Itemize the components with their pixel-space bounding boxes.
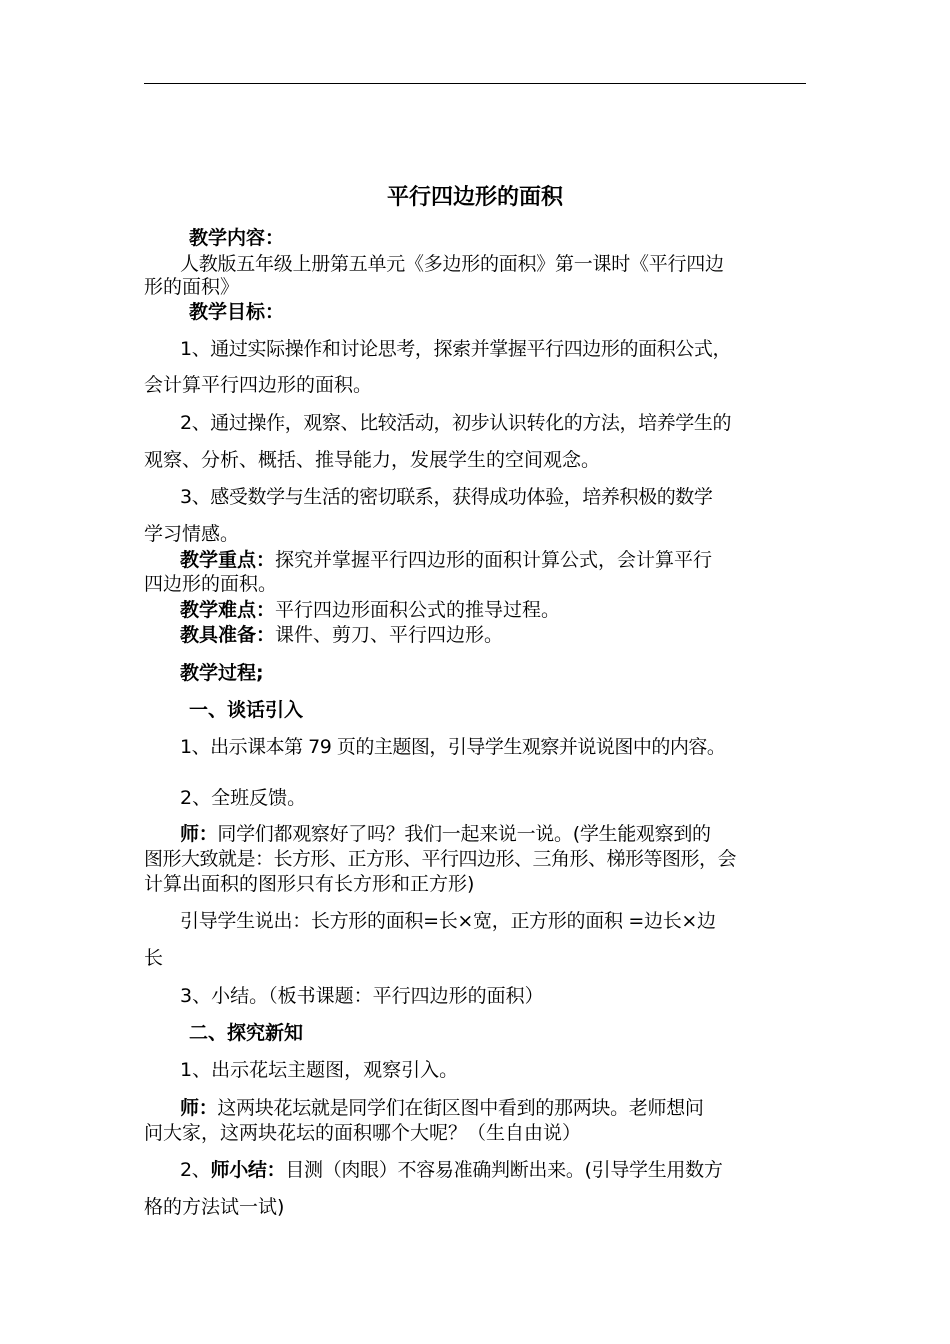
teacher-paragraph-1-cont-2: 计算出面积的图形只有长方形和正方形) <box>144 873 475 895</box>
teacher-paragraph-1 <box>180 822 711 846</box>
content-heading: 教学内容： <box>189 227 285 249</box>
section-2-item-2 <box>180 1158 723 1182</box>
objective-1: 1、通过实际操作和讨论思考，探索并掌握平行四边形的面积公式， <box>180 338 732 360</box>
objective-2-cont: 观察、分析、概括、推导能力，发展学生的空间观念。 <box>144 449 601 471</box>
objective-3: 3、感受数学与生活的密切联系，获得成功体验，培养积极的数学 <box>180 486 713 508</box>
focus-text: 探究并掌握平行四边形的面积计算公式，会计算平行 <box>275 549 713 571</box>
tools-text: 课件、剪刀、平行四边形。 <box>275 624 504 646</box>
guide-paragraph: 引导学生说出：长方形的面积=长×宽，正方形的面积 =边长×边 <box>180 910 716 932</box>
teacher-label: 师： <box>180 1097 218 1119</box>
section-1-heading: 一、谈话引入 <box>189 699 304 721</box>
difficulty-label: 教学难点： <box>180 599 276 621</box>
objective-3-cont: 学习情感。 <box>144 523 240 545</box>
section-1-item-2: 2、全班反馈。 <box>180 787 307 809</box>
section-1-item-3: 3、小结。（板书课题：平行四边形的面积） <box>180 985 544 1007</box>
header-rule <box>144 83 806 84</box>
item-number: 2、 <box>180 1159 211 1181</box>
section-1-item-1: 1、出示课本第 79 页的主题图，引导学生观察并说说图中的内容。 <box>180 736 726 758</box>
objective-2: 2、通过操作，观察、比较活动，初步认识转化的方法，培养学生的 <box>180 412 732 434</box>
teaching-focus <box>180 548 712 572</box>
teacher-paragraph-1-cont: 图形大致就是：长方形、正方形、平行四边形、三角形、梯形等图形，会 <box>144 848 737 870</box>
teacher-paragraph-2 <box>180 1096 704 1120</box>
teaching-tools <box>180 623 503 647</box>
content-text: 人教版五年级上册第五单元《多边形的面积》第一课时《平行四边 <box>180 253 724 275</box>
objectives-heading: 教学目标： <box>189 301 285 323</box>
teaching-difficulty <box>180 598 560 622</box>
page-title: 平行四边形的面积 <box>386 185 563 210</box>
difficulty-text: 平行四边形面积公式的推导过程。 <box>275 599 561 621</box>
section-2-item-1: 1、出示花坛主题图，观察引入。 <box>180 1059 459 1081</box>
focus-label: 教学重点： <box>180 549 276 571</box>
objective-1-cont: 会计算平行四边形的面积。 <box>144 374 373 396</box>
teaching-focus-cont: 四边形的面积。 <box>144 573 278 595</box>
content-text-cont: 形的面积》 <box>144 276 240 298</box>
guide-paragraph-cont: 长 <box>144 947 164 969</box>
section-2-item-2-cont: 格的方法试一试) <box>144 1196 285 1218</box>
teacher-text: 这两块花坛就是同学们在街区图中看到的那两块。老师想问 <box>217 1097 704 1119</box>
section-2-heading: 二、探究新知 <box>189 1022 304 1044</box>
summary-text: 目测（肉眼）不容易准确判断出来。(引导学生用数方 <box>285 1159 723 1181</box>
teacher-text: 同学们都观察好了吗？我们一起来说一说。(学生能观察到的 <box>217 823 711 845</box>
teacher-paragraph-2-cont: 问大家，这两块花坛的面积哪个大呢？（生自由说） <box>144 1122 582 1144</box>
teacher-label: 师： <box>180 823 218 845</box>
process-heading: 教学过程; <box>180 662 264 684</box>
tools-label: 教具准备： <box>180 624 276 646</box>
summary-label: 师小结： <box>210 1159 286 1181</box>
